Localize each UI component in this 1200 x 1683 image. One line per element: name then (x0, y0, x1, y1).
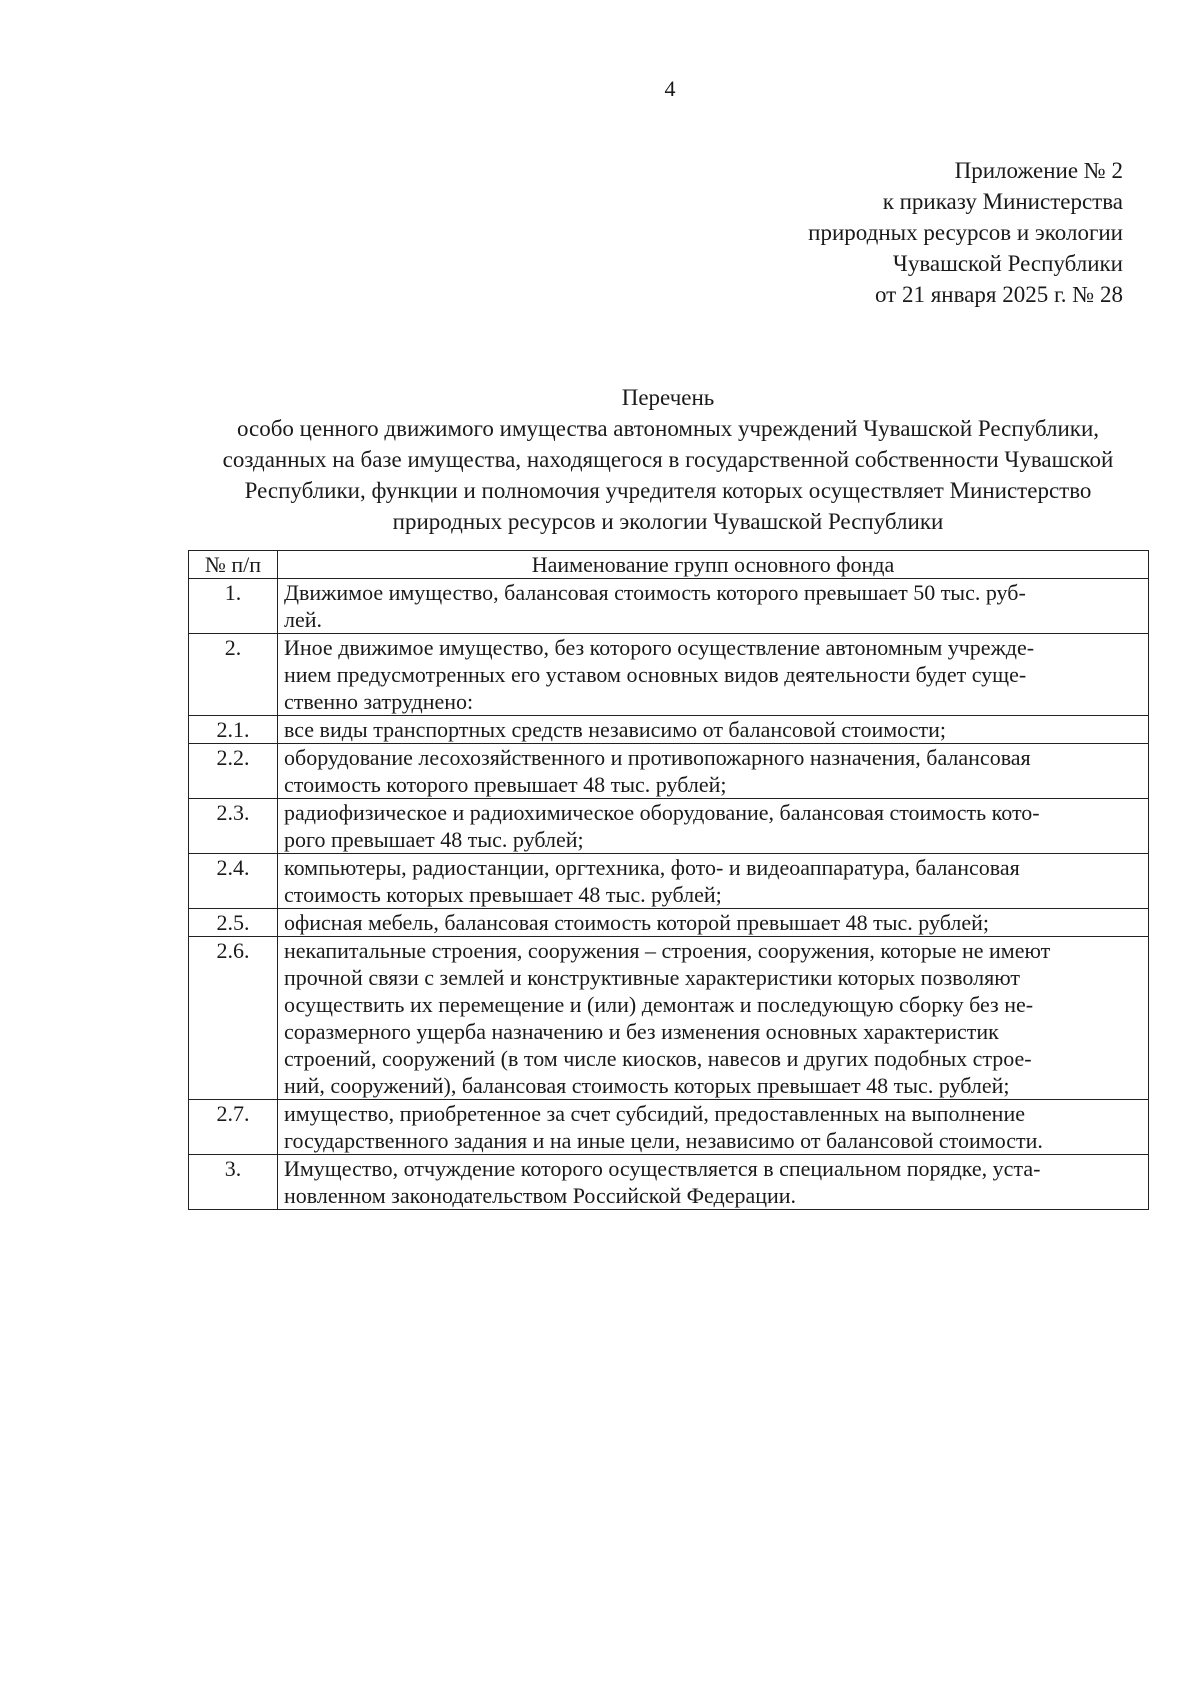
description-line: некапитальные строения, сооружения – строения, сооружения, которые не имеют (284, 938, 1051, 963)
table-row (189, 1100, 1149, 1155)
table-header-row (189, 551, 1149, 579)
appendix-line: от 21 января 2025 г. № 28 (874, 282, 1123, 307)
description-line: стоимость которых превышает 48 тыс. рублей; (284, 882, 722, 907)
description-line: ний, сооружений), балансовая стоимость которых превышает 48 тыс. рублей; (284, 1073, 1010, 1098)
description-line: лей. (284, 607, 323, 632)
row-number: 2.1. (189, 716, 278, 744)
description-line: все виды транспортных средств независимо от балансовой стоимости; (284, 717, 946, 742)
appendix-line: к приказу Министерства (882, 189, 1123, 214)
table-row (189, 937, 1149, 1100)
table-row (189, 634, 1149, 716)
table-row (189, 579, 1149, 634)
description-line: осуществить их перемещение и (или) демонтаж и последующую сборку без не- (284, 992, 1034, 1017)
table-row (189, 1155, 1149, 1210)
appendix-line: природных ресурсов и экологии (808, 220, 1123, 245)
description-line: ственно затруднено: (284, 689, 474, 714)
row-description (278, 799, 1149, 854)
title-line: Перечень (621, 385, 715, 410)
row-number: 2.2. (189, 744, 278, 799)
title-line: природных ресурсов и экологии Чувашской Республики (392, 509, 944, 534)
row-description (278, 579, 1149, 634)
row-number: 2.6. (189, 937, 278, 1100)
asset-groups-table (188, 550, 1149, 1210)
row-description (278, 1100, 1149, 1155)
description-line: имущество, приобретенное за счет субсидий, предоставленных на выполнение (284, 1101, 1025, 1126)
description-line: рого превышает 48 тыс. рублей; (284, 827, 584, 852)
description-line: нием предусмотренных его уставом основных видов деятельности будет суще- (284, 662, 1027, 687)
description-line: новленном законодательством Российской Федерации. (284, 1183, 797, 1208)
row-number: 1. (189, 579, 278, 634)
title-line: особо ценного движимого имущества автономных учреждений Чувашской Республики, (236, 416, 1100, 441)
description-line: радиофизическое и радиохимическое оборудование, балансовая стоимость кото- (284, 800, 1040, 825)
table-row (189, 744, 1149, 799)
row-description (278, 634, 1149, 716)
row-description (278, 1155, 1149, 1210)
description-line: соразмерного ущерба назначению и без изменения основных характеристик (284, 1019, 999, 1044)
table-row (189, 799, 1149, 854)
appendix-line: Приложение № 2 (954, 158, 1123, 183)
row-description (278, 854, 1149, 909)
row-number: 2.4. (189, 854, 278, 909)
description-line: прочной связи с землей и конструктивные характеристики которых позволяют (284, 965, 1020, 990)
row-description (278, 716, 1149, 744)
table-body (189, 579, 1149, 1210)
row-number: 2. (189, 634, 278, 716)
row-number: 2.7. (189, 1100, 278, 1155)
header-number: № п/п (189, 551, 278, 579)
description-line: строений, сооружений (в том числе киосков, навесов и других подобных строе- (284, 1046, 1032, 1071)
row-number: 3. (189, 1155, 278, 1210)
row-number: 2.3. (189, 799, 278, 854)
page-number: 4 (664, 76, 676, 101)
row-number: 2.5. (189, 909, 278, 937)
description-line: государственного задания и на иные цели, независимо от балансовой стоимости. (284, 1128, 1043, 1153)
table-row (189, 909, 1149, 937)
description-line: Иное движимое имущество, без которого осуществление автономным учрежде- (284, 635, 1035, 660)
table-row (189, 716, 1149, 744)
description-line: компьютеры, радиостанции, оргтехника, фото- и видеоаппаратура, балансовая (284, 855, 1020, 880)
description-line: Движимое имущество, балансовая стоимость которого превышает 50 тыс. руб- (284, 580, 1026, 605)
description-line: офисная мебель, балансовая стоимость которой превышает 48 тыс. рублей; (284, 910, 989, 935)
title-line: созданных на базе имущества, находящегося в государственной собственности Чувашской (222, 447, 1114, 472)
row-description (278, 909, 1149, 937)
row-description (278, 937, 1149, 1100)
appendix-line: Чувашской Республики (892, 251, 1123, 276)
header-name: Наименование групп основного фонда (278, 551, 1149, 579)
row-description (278, 744, 1149, 799)
description-line: Имущество, отчуждение которого осуществляется в специальном порядке, уста- (284, 1156, 1041, 1181)
appendix-note (808, 155, 1123, 310)
document-title (188, 382, 1148, 537)
description-line: стоимость которого превышает 48 тыс. рублей; (284, 772, 727, 797)
title-line: Республики, функции и полномочия учредителя которых осуществляет Министерство (244, 478, 1092, 503)
description-line: оборудование лесохозяйственного и противопожарного назначения, балансовая (284, 745, 1031, 770)
table-row (189, 854, 1149, 909)
